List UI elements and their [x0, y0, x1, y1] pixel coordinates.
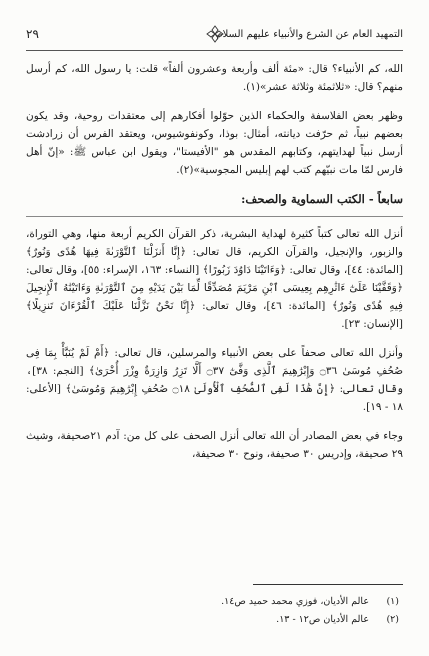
footnote-2: [26, 611, 399, 629]
paragraph-3: أنزل الله تعالى كتباً كثيرة لهداية البشرية، ذكر القرآن الكريم أربعة منها، وهي التوراة، والزبور، والإنجيل، والقرآن الكريم، قال تعالى: ﴿إِنَّا أَنزَلْنَا ٱلتَّوْرَىٰةَ فِيهَا هُدًى وَنُورٌ﴾ [المائدة: ٤٤]، وقال تعالى: ﴿وَءَاتَيْنَا دَاوُدَ زَبُورًا﴾ [النساء: ١٦٣، الإسراء: ٥٥]، وقال تعالى: ﴿وَقَفَّيْنَا عَلَىٰٓ ءَاثَٰرِهِم بِعِيسَى ٱبْنِ مَرْيَمَ مُصَدِّقًا لِّمَا بَيْنَ يَدَيْهِ مِنَ ٱلتَّوْرَىٰةِ وَءَاتَيْنَٰهُ ٱلْإِنجِيلَ فِيهِ هُدًى وَنُورٌ﴾ [المائدة: ٤٦]، وقال تعالى: ﴿إِنَّا نَحْنُ نَزَّلْنَا عَلَيْكَ ٱلْقُرْءَانَ تَنزِيلًا﴾ [الإنسان: ٢٣].: [26, 228, 404, 330]
footnote-1: [26, 593, 399, 611]
paragraph-2: وظهر بعض الفلاسفة والحكماء الذين حوّلوا أفكارهم إلى معتقدات روحية، وقد يكون بعضهم نبياً، ثم حرّفت ديانته، أمثال: بوذا، وكونفوشيوس، ويعتقد الفرس أن زرادشت أرسل نبياً لهدايتهم، وكتابهم المقدس هو "الأفيستا"، ويقول ابن عباس ﷺ: «إنّ أهل فارس لمّا مات نبيّهم كتب لهم إبليس المجوسية»(٢).: [26, 110, 403, 176]
footnote-text: عالم الأديان ص١٢ - ١٣.: [276, 614, 369, 625]
page-header: [26, 22, 403, 46]
paragraph-5: وجاء في بعض المصادر أن الله تعالى أنزل الصحف على كل من: آدم ٢١صحيفة، وشيث ٢٩ صحيفة، وإدريس ٣٠ صحيفة، ونوح ٣٠ صحيفة،: [26, 430, 403, 460]
running-title: التمهيد العام عن الشرع والأنبياء عليهم السلام: [216, 28, 403, 40]
heading-divider: [26, 216, 403, 217]
footnote-number: (٢): [386, 614, 399, 625]
paragraph-4: وأنزل الله تعالى صحفاً على بعض الأنبياء والمرسلين، قال تعالى: ﴿أَمْ لَمْ يُنَبَّأْ بِمَا فِى صُحُفِ مُوسَىٰ ۝٣٦ وَإِبْرَٰهِيمَ ٱلَّذِى وَفَّىٰٓ ۝٣٧ أَلَّا تَزِرُ وَازِرَةٌ وِزْرَ أُخْرَىٰ﴾ [النجم: ٣٨]، وقال تعالى: ﴿إِنَّ هَٰذَا لَفِى ٱلصُّحُفِ ٱلْأُولَىٰ ۝١٨ صُحُفِ إِبْرَٰهِيمَ وَمُوسَىٰ﴾ [الأعلى: ١٨ - ١٩].: [26, 347, 404, 413]
section-heading: سابعاً - الكتب السماوية والصحف:: [241, 192, 403, 206]
page-number: ٢٩: [26, 27, 39, 41]
footnote-divider: [253, 584, 403, 585]
header-divider: [26, 50, 403, 51]
ornament-icon: [204, 24, 226, 44]
paragraph-1: الله، كم الأنبياء؟ قال: «مئة ألف وأربعة وعشرون ألفاً» قلت: يا رسول الله، كم أرسل منهم؟ قال: «ثلاثمئة وثلاثة عشر»(١).: [26, 63, 403, 93]
main-text: [26, 60, 403, 474]
footnote-text: عالم الأديان، فوزي محمد حميد ص١٤.: [221, 596, 369, 607]
footnotes: [26, 593, 399, 629]
footnote-number: (١): [386, 596, 399, 607]
